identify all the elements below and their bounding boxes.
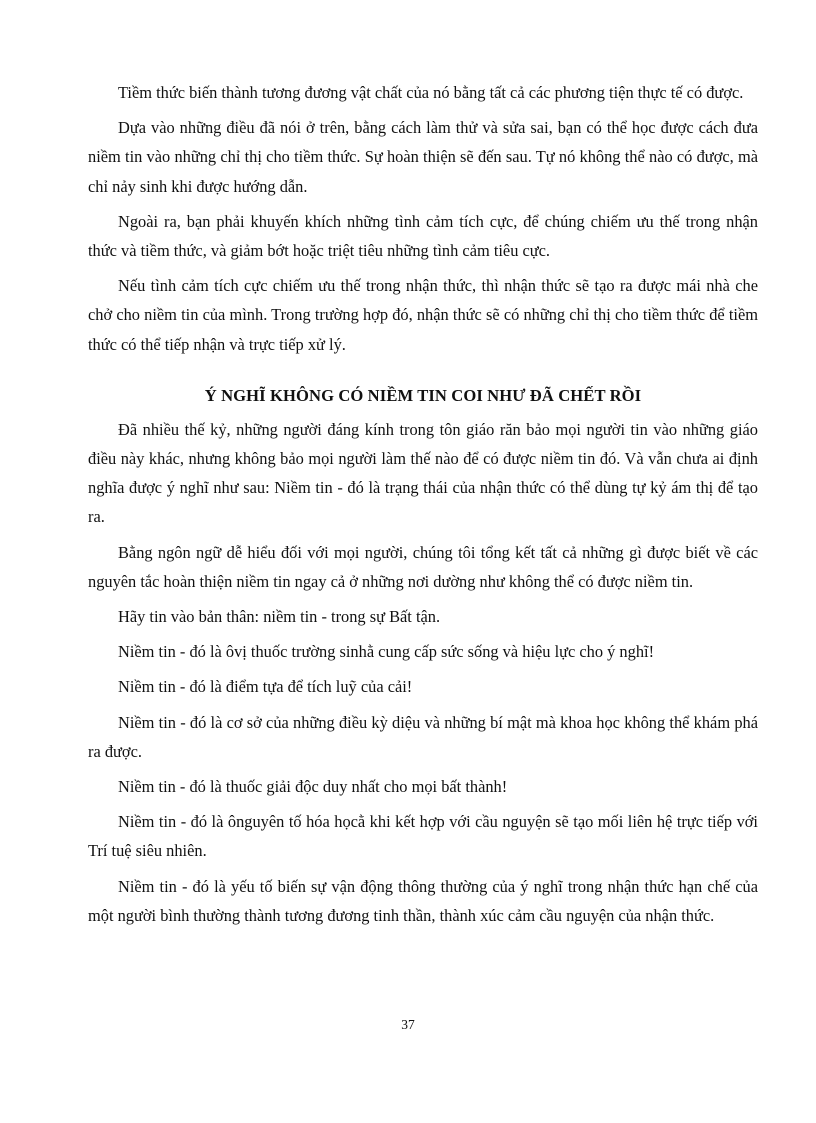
body-paragraph: Niềm tin - đó là cơ sở của những điều kỳ diệu và những bí mật mà khoa học không thể khám phá ra được.	[88, 712, 758, 761]
page-number: 37	[401, 1017, 415, 1032]
body-paragraph: Niềm tin - đó là ôvị thuốc trường sinhằ cung cấp sức sống và hiệu lực cho ý nghĩ!	[118, 642, 655, 662]
body-paragraph: Niềm tin - đó là yếu tố biến sự vận động thông thường của ý nghĩ trong nhận thức hạn chế của một người bình thường thành tương đương tinh thần, thành xúc cảm cầu nguyện của nhận thức.	[88, 876, 758, 925]
body-paragraph: Đã nhiều thế kỷ, những người đáng kính trong tôn giáo răn bảo mọi người tin vào những giáo điều này khác, nhưng không bảo mọi người làm thế nào để có được niềm tin đó. Và vẫn chưa ai định nghĩa được ý nghĩ như sau: Niềm tin - đó là trạng thái của nhận thức có thể dùng tự kỷ ám thị để tạo ra.	[88, 419, 758, 527]
body-paragraph: Hãy tin vào bản thân: niềm tin - trong sự Bất tận.	[118, 607, 441, 627]
body-paragraph: Niềm tin - đó là điểm tựa để tích luỹ của cải!	[118, 677, 413, 697]
body-paragraph: Niềm tin - đó là ônguyên tố hóa họcằ khi kết hợp với cầu nguyện sẽ tạo mối liên hệ trực tiếp với Trí tuệ siêu nhiên.	[88, 812, 758, 861]
body-paragraph: Dựa vào những điều đã nói ở trên, bằng cách làm thử và sửa sai, bạn có thể học được cách đưa niềm tin vào những chỉ thị cho tiềm thức. Sự hoàn thiện sẽ đến sau. Tự nó không thể nào có được, mà chỉ nảy sinh khi được hướng dẫn.	[88, 118, 758, 196]
body-paragraph: Niềm tin - đó là thuốc giải độc duy nhất cho mọi bất thành!	[118, 777, 508, 797]
body-paragraph: Nếu tình cảm tích cực chiếm ưu thế trong nhận thức, thì nhận thức sẽ tạo ra được mái nhà che chở cho niềm tin của mình. Trong trường hợp đó, nhận thức sẽ có những chỉ thị cho tiềm thức để tiềm thức có thể tiếp nhận và trực tiếp xử lý.	[88, 276, 758, 354]
body-paragraph: Bằng ngôn ngữ dễ hiểu đối với mọi người, chúng tôi tổng kết tất cả những gì được biết về các nguyên tắc hoàn thiện niềm tin ngay cả ở những nơi dường như không thể có được niềm tin.	[88, 542, 758, 591]
section-heading: Ý NGHĨ KHÔNG CÓ NIỀM TIN COI NHƯ ĐÃ CHẾT RỒI	[204, 385, 642, 405]
document-page	[88, 78, 758, 936]
body-paragraph: Ngoài ra, bạn phải khuyến khích những tình cảm tích cực, để chúng chiếm ưu thế trong nhận thức và tiềm thức, và giảm bớt hoặc triệt tiêu những tình cảm tiêu cực.	[88, 211, 758, 261]
body-paragraph: Tiềm thức biến thành tương đương vật chất của nó bằng tất cả các phương tiện thực tế có được.	[118, 83, 744, 102]
